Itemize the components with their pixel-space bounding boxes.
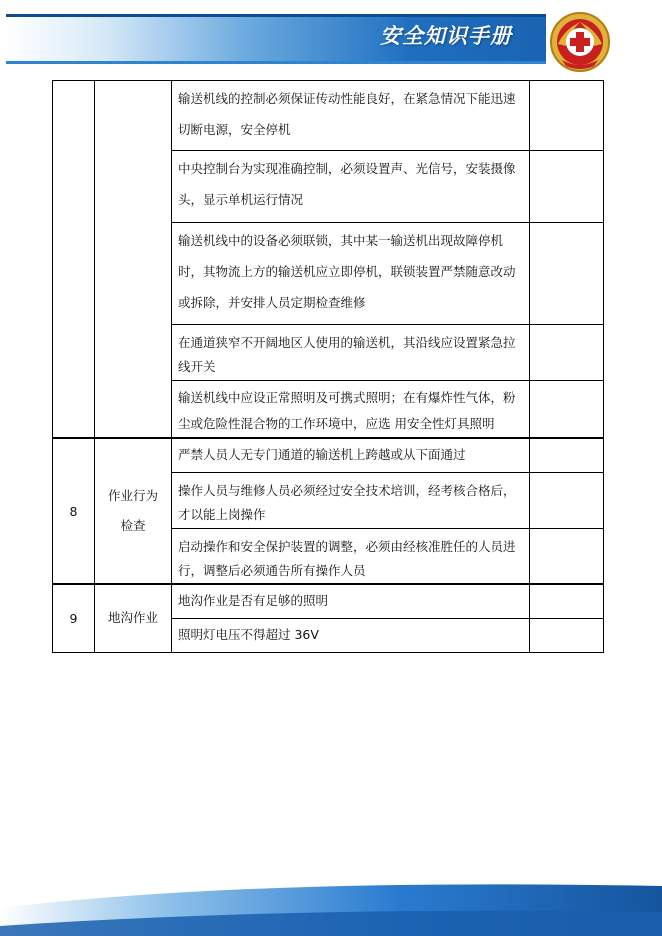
item-cell: 严禁人员人无专门通道的输送机上跨越或从下面通过 bbox=[172, 438, 530, 472]
result-cell bbox=[530, 81, 604, 151]
table-row bbox=[53, 584, 604, 618]
item-cell: 启动操作和安全保护装置的调整，必须由经核准胜任的人员进行，调整后必须通告所有操作人员 bbox=[172, 528, 530, 584]
result-cell bbox=[530, 381, 604, 439]
item-cell: 地沟作业是否有足够的照明 bbox=[172, 584, 530, 618]
section-number: 8 bbox=[53, 438, 95, 584]
safety-checklist-table bbox=[52, 80, 604, 653]
table-row bbox=[53, 81, 604, 151]
result-cell bbox=[530, 438, 604, 472]
result-cell bbox=[530, 618, 604, 652]
item-cell: 操作人员与维修人员必须经过安全技术培训，经考核合格后，才以能上岗操作 bbox=[172, 472, 530, 528]
category-line: 检查 bbox=[120, 518, 146, 533]
section-number: 9 bbox=[53, 584, 95, 652]
category-line: 作业行为 bbox=[107, 488, 158, 503]
item-cell: 输送机线中应设正常照明及可携式照明；在有爆炸性气体，粉尘或危险性混合物的工作环境中，应选 用安全性灯具照明 bbox=[172, 381, 530, 439]
table-row bbox=[53, 438, 604, 472]
result-cell bbox=[530, 151, 604, 223]
footer-wave-decoration bbox=[0, 868, 662, 936]
result-cell bbox=[530, 472, 604, 528]
section-category bbox=[95, 438, 172, 584]
result-cell bbox=[530, 223, 604, 325]
number-cell bbox=[53, 81, 95, 439]
result-cell bbox=[530, 528, 604, 584]
result-cell bbox=[530, 584, 604, 618]
item-cell: 输送机线中的设备必须联锁，其中某一输送机出现故障停机时，其物流上方的输送机应立即停机，联锁装置严禁随意改动或拆除，并安排人员定期检查维修 bbox=[172, 223, 530, 325]
item-cell: 输送机线的控制必须保证传动性能良好，在紧急情况下能迅速切断电源，安全停机 bbox=[172, 81, 530, 151]
result-cell bbox=[530, 325, 604, 381]
item-cell: 中央控制台为实现准确控制，必须设置声、光信号，安装摄像头，显示单机运行情况 bbox=[172, 151, 530, 223]
category-cell bbox=[95, 81, 172, 439]
section-category: 地沟作业 bbox=[95, 584, 172, 652]
item-cell: 照明灯电压不得超过 36V bbox=[172, 618, 530, 652]
safety-cross-emblem-icon bbox=[548, 10, 612, 74]
page-header-title: 安全知识手册 bbox=[380, 24, 512, 48]
item-cell: 在通道狭窄不开阔地区人使用的输送机，其沿线应设置紧急拉线开关 bbox=[172, 325, 530, 381]
